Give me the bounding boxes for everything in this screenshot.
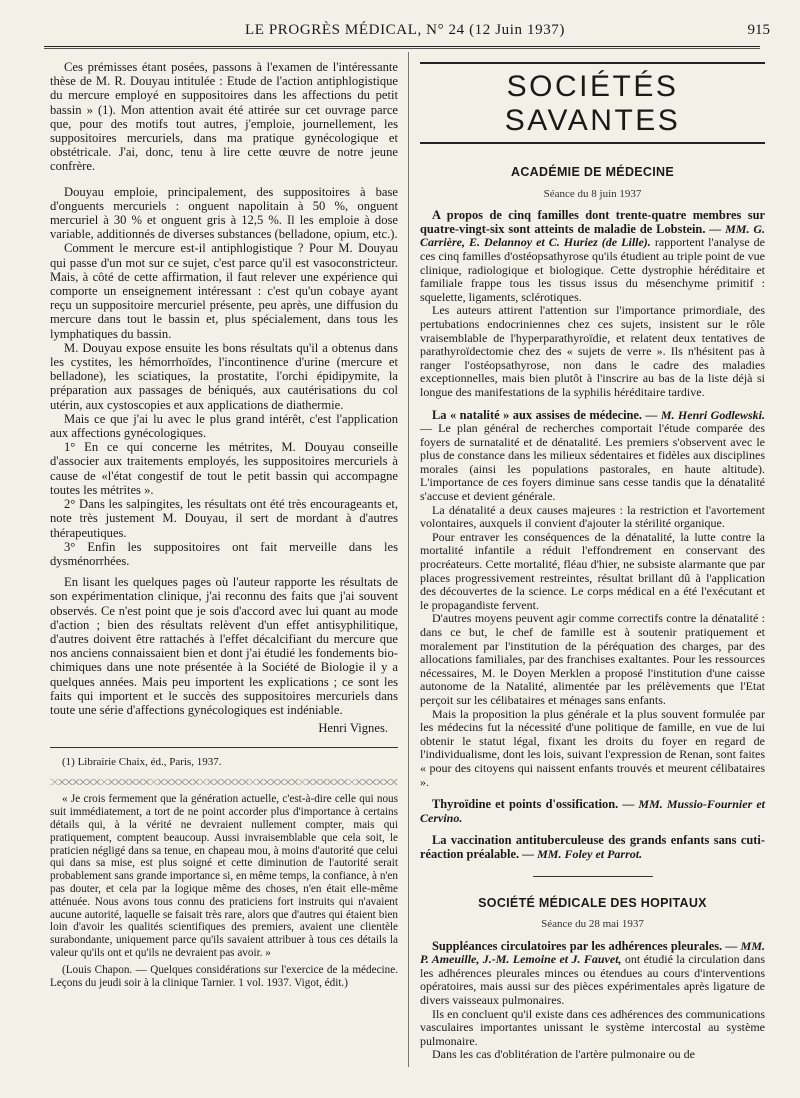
paragraph: 2° Dans les salpingites, les résultats ont été très encourageants et, note très justement M. Douyau, il sert de mordant à d'autres thérapeutiques. [50,497,398,540]
paragraph: En lisant les quelques pages où l'auteur rapporte les résultats de son expérimentation clinique, j'ai reconnu des faits que j'ai souvent observés. Ce n'est point que je sois d'accord avec lui quant au mode d'action ; bien des résultats relèvent d'un effet antisyphilitique, d'autres doivent être rattachés à l'effet décalcifiant du mercure que nos anciens connaissaient bien et dont j'ai étudié les fondements bio-chimiques dans une note présentée à la Société de Biologie il y a quelques années. Mais peu importent les explications ; ce sont les faits qui importent et le succès des suppositoires mercuriels dans toute une série d'affections gynécologiques est indéniable. [50,575,398,717]
page-number: 915 [747,22,770,38]
paragraph: Dans les cas d'oblitération de l'artère pulmonaire ou de [432,1047,695,1062]
paragraph: La dénatalité a deux causes majeures : la restriction et l'avortement volontaires, auxquels il convient d'ajouter la stérilité organique. [420,502,765,531]
article-entry [420,209,765,304]
session-date: Séance du 28 mai 1937 [541,918,644,931]
quotation-text: « Je crois fermement que la génération actuelle, c'est-à-dire celle qui nous suit immédiatement, a tort de ne point accorder plus d'importance à certains détails qui, à la vérité ne devraient nullement compter, mais qui pratiquement, comptent beaucoup. Aussi invraisemblable que cela soit, le praticien négligé dans sa tenue, en chapeau mou, à moins d'autorité que celui qui dans sa mise, est plus soigné et cette diminution de l'autorité serait probablement sans grande importance si, en même temps, la confiance, à n'en pas douter, et cela par la logique même des choses, n'en était elle-même atténuée. Nous avons tous connu des praticiens fort instruits qui n'avaient aucune autorité, laquelle se faisait très rare, alors que d'autres qui étaient bien loin d'avoir les qualités scientifiques des premiers, avaient une clientèle surabondante, uniquement parce qu'ils savaient attribuer à tous ces détails la valeur qu'ils ont et qu'ils ne devraient pas avoir. » [50,793,398,959]
column-divider [408,52,409,1067]
paragraph: 1° En ce qui concerne les métrites, M. Douyau conseille d'associer aux traitements employés, les suppositoires mercuriels à cause de «l'état congestif de tout le petit bassin qui accompagne toutes les métrites ». [50,440,398,497]
article-authors: — MM. Foley et Parrot. [522,846,643,861]
article-entry [420,409,765,504]
paragraph: D'autres moyens peuvent agir comme correctifs contre la dénatalité : dans ce but, le chef de famille est à soutenir pratiquement et moralement par l'institution de la péréquation des charges, par des allocations familiales, par des franchises exaltantes. Pour les ressources nécessaires, M. le Doyen Merklen a proposé l'institution d'une caisse autonome de la Natalité, alimentée par les prélèvements que l'Etat perçoit sur les célibataires et ménages sans enfants. [420,611,765,707]
paragraph: Mais ce que j'ai lu avec le plus grand intérêt, c'est l'application aux affections gynécologiques. [50,411,398,441]
section-separator [533,876,653,877]
article-authors: — MM. G. Carrière, E. Delannoy et C. Huriez (de Lille). [420,221,765,250]
section-title: SOCIÉTÉS SAVANTES [504,70,681,137]
society-title: SOCIÉTÉ MÉDICALE DES HOPITAUX [478,895,707,910]
header-rule [44,46,760,47]
right-column [420,58,765,1062]
article-title: Thyroïdine et points d'ossification. [432,797,619,812]
paragraph: Ces prémisses étant posées, passons à l'examen de l'intéressante thèse de M. R. Douyau intitulée : Etude de l'action antiphlogistique du mercure employé en suppositoires dans les affections du petit bassin » (1). Mon attention avait été attirée sur cet ouvrage parce que, pour des motifs tout autres, j'emploie, journellement, les suppositoires mercuriels, dans ma pratique gynécologique et obstétricale. J'ai, donc, tenu à lire cette œuvre de notre jeune confrère. [50,60,398,174]
article-entry [420,834,765,861]
ornamental-separator [50,779,398,785]
article-entry [420,798,765,825]
paragraph: 3° Enfin les suppositoires ont fait merveille dans les dysménorrhées. [50,539,398,568]
article-title: La vaccination antituberculeuse des grands enfants sans cuti-réaction préalable. [420,833,765,861]
paragraph: Douyau emploie, principalement, des suppositoires à base d'onguents mercuriels : onguent napolitain à 50 %, onguent mercuriel à 30 % et onguent gris à 12,5 %. Il les emploie à dose variable, additionnés de diverses substances (belladone, opium, etc.). [50,184,398,242]
paragraph: Mais la proposition la plus générale et la plus souvent formulée par les médecins fut la nécessité d'une politique de famille, en vue de lui obtenir le statut légal, fixant les droits du foyer en regard de l'individualisme, dont les lois, suivant l'expression de Renan, sont faites « pour des citoyens qui naissent enfants trouvés et meurent célibataires ». [420,706,765,789]
journal-title: LE PROGRÈS MÉDICAL, N° 24 (12 Juin 1937) [244,22,565,38]
article-text: — Le plan général de recherches comportait l'étude comparée des foyers de surnatalité et de dénatalité. Les premiers s'observent avec le plus de constance dans les milieux sédentaires et fidèles aux disciplines morales (ainsi les populations pastorales, en haute altitude). L'importance de ces foyers diminue sans cesse tandis que la dénatalité s'accuse et devient générale. [420,421,765,504]
article-title: La « natalité » aux assises de médecine. [432,407,643,422]
session-date: Séance du 8 juin 1937 [543,187,642,200]
left-column [50,60,398,989]
section-rule [420,142,765,144]
paragraph: Ils en concluent qu'il existe dans ces adhérences des communications vasculaires importantes unissant le système intercostal au système pulmonaire. [420,1006,765,1048]
header-rule-secondary [44,48,760,49]
article-text: ont étudié la circulation dans les adhérences pleurales minces ou étendues au cours d'interventions opératoires, mais aussi sur des pièces expérimentales après ligature de divers vaisseaux pulmonaires. [420,952,765,1008]
article-authors: — MM. Mussio-Fournier et Cervino. [420,797,765,825]
footnote: (1) Librairie Chaix, éd., Paris, 1937. [62,756,222,769]
article-authors: — M. Henri Godlewski. [645,407,765,422]
paragraph: Pour entraver les conséquences de la dénatalité, la lutte contre la mortalité infantile a réduit l'effondrement en conservant des procréateurs. Cette mortalité, fléau d'hier, ne subsiste alarmante que par places progressivement restreintes, résultat brillant dû à l'application des découvertes de la science. Le corps médical en a été l'exécutant et le propagandiste fervent. [420,529,765,612]
article-title: Suppléances circulatoires par les adhérences pleurales. [432,938,723,953]
footnote-rule [50,747,398,748]
article-text: rapportent l'analyse de ces cinq familles d'ostéopsathyrose qu'ils étudient au triple point de vue clinique, radiologique et biologique. Cette dystrophie héréditaire et familiale frappe tous les tissus issus du mésenchyme primitif : squelette, ligaments, sclérotiques. [420,235,766,304]
society-title: ACADÉMIE DE MÉDECINE [511,165,674,179]
paragraph: Les auteurs attirent l'attention sur l'importance primordiale, des pertubations endocriniennes chez ces sujets, insistent sur le rôle vraisemblable de l'hyperparathyroïdie, et relatent deux tentatives de parathyroïdectomie chez des « sujets de verre ». Ils n'hésitent pas à ranger l'ostéopsathyrose, non dans le cadre des maladies exceptionnelles, mais bien plutôt à l'inscrire au bas de la liste déjà si longue des manifestations de la syphilis héréditaire tardive. [420,303,765,399]
running-header [40,22,770,44]
article-title: A propos de cinq familles dont trente-quatre membres sur quatre-vingt-six sont atteints de maladie de Lobstein. [420,208,765,236]
paragraph: M. Douyau expose ensuite les bons résultats qu'il a obtenus dans les cystites, les hémorrhoïdes, l'incontinence d'urine (mercure et belladone), les sciatiques, la prostatite, l'orchi épidipymite, la préparation aux passages de béniqués, aux cautérisations du col utérin, aux cystoscopies et aux applications de diathermie. [50,340,398,412]
quotation-block [50,793,398,989]
article-authors: — MM. P. Ameuille, J.-M. Lemoine et J. Fauvet, [420,938,766,967]
author-signature: Henri Vignes. [318,721,388,736]
article-entry [420,940,765,1008]
paragraph: Comment le mercure est-il antiphlogistique ? Pour M. Douyau qui passe d'un mot sur ce sujet, c'est parce qu'il est vasoconstricteur. Mais, à côté de cette affirmation, il faut relever une expérience qui comporte un enseignement intéressant : c'est qu'un cobaye ayant reçu un suppositoire mercuriel présente, peu après, une diffusion du mercure dans tout le bassin et, plus spécialement, dans tous les lymphatiques du bassin. [50,241,398,341]
quotation-source: (Louis Chapon. — Quelques considérations sur l'exercice de la médecine. Leçons du jeudi soir à la clinique Tarnier. 1 vol. 1937. Vigot, édit.) [50,963,398,989]
section-rule [420,62,765,64]
